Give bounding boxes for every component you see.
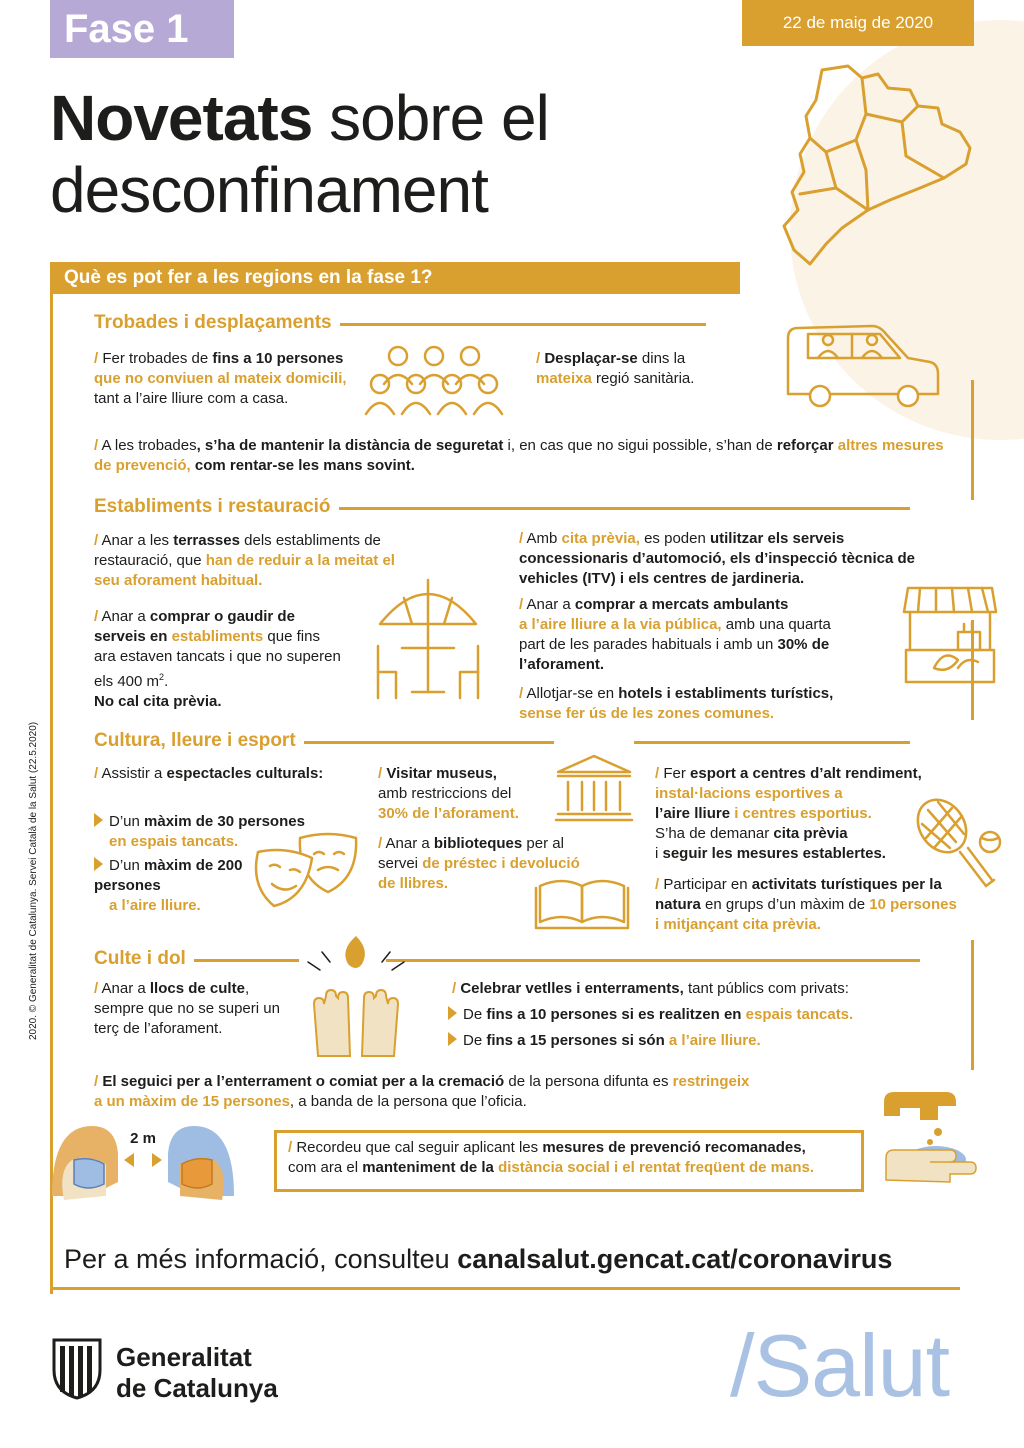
- date-badge: [742, 0, 974, 46]
- phase-label: Fase 1: [64, 7, 189, 51]
- phase-badge: [50, 0, 234, 58]
- item-cultura-1: / Assistir a espectacles culturals:: [94, 765, 324, 782]
- item-establiments-2: / Anar a comprar o gaudir de serveis en establiments que fins ara estaven tancats i que no superen els 400 $m^2$. No cal cita prèvia.: [94, 608, 341, 710]
- side-credit: [28, 650, 39, 1040]
- item-cultura-1-bullet-2: D’un màxim de 200 persones a l’aire lliure.: [94, 857, 243, 914]
- item-cultura-2: / Visitar museus, amb restriccions del 30% de l’aforament.: [378, 765, 519, 822]
- theater-masks-icon: [252, 828, 362, 918]
- masked-person-icon: [44, 1122, 122, 1202]
- car-icon: [780, 318, 945, 408]
- section-title: Establiments i restauració: [94, 496, 339, 518]
- item-culte-2: / Celebrar vetlles i enterraments, tant públics com privats:: [452, 980, 849, 997]
- subtitle: Què es pot fer a les regions en la fase 1?: [64, 267, 433, 288]
- item-cultura-4: / Fer esport a centres d’alt rendiment, instal·lacions esportives a l’aire lliure i centres esportius. S’ha de demanar cita prèvia i seguir les mesures establertes.: [655, 765, 922, 862]
- distance-indicator: [120, 1130, 166, 1167]
- section-title: Cultura, lleure i esport: [94, 730, 304, 752]
- item-culte-2-bullet-1: De fins a 10 persones si es realitzen en espais tancats.: [448, 1005, 948, 1025]
- item-cultura-1-bullet-1: D’un màxim de 30 persones en espais tancats.: [94, 812, 344, 852]
- generalitat-name: [116, 1342, 278, 1404]
- item-establiments-1: / Anar a les terrasses dels establiments de restauració, que han de reduir a la meitat el seu aforament habitual.: [94, 532, 395, 589]
- title-rest: sobre el: [312, 82, 549, 154]
- item-establiments-4: / Anar a comprar a mercats ambulants a l’aire lliure a la via pública, amb una quarta part de les parades habituals i amb un 30% de l’aforament.: [519, 596, 831, 673]
- more-info-text: Per a més informació, consulteu: [64, 1244, 458, 1274]
- museum-icon: [554, 752, 634, 824]
- section-title: Trobades i desplaçaments: [94, 312, 340, 334]
- section-establiments: [94, 496, 910, 522]
- item-trobades-1: / Fer trobades de fins a 10 persones que no conviuen al mateix domicili, tant a l’aire lliure com a casa.: [94, 350, 347, 407]
- group-people-icon: [362, 344, 512, 420]
- catalonia-map-icon: [770, 60, 1000, 275]
- subtitle-bar: [50, 262, 740, 294]
- item-culte-3: / El seguici per a l’enterrament o comiat per a la cremació de la persona difunta es restringeix a un màxim de 15 persones, a banda de la persona que l’oficia.: [94, 1073, 750, 1110]
- frame-right: [971, 380, 974, 500]
- side-credit-text: 2020. © Generalitat de Catalunya. Servei Català de la Salut (22.5.2020): [28, 721, 39, 1040]
- item-establiments-3: / Amb cita prèvia, es poden utilitzar els serveis concessionaris d’automoció, els d’inspecció tècnica de vehicles (ITV) i els centres de jardineria.: [519, 530, 915, 587]
- item-cultura-3: / Anar a biblioteques per al servei de préstec i devolució de llibres.: [378, 835, 580, 892]
- more-info-url[interactable]: canalsalut.gencat.cat/coronavirus: [457, 1244, 893, 1274]
- generalitat-logo-icon: [50, 1336, 104, 1402]
- page-title: [50, 82, 549, 226]
- section-culte: [94, 948, 299, 974]
- title-bold: Novetats: [50, 82, 313, 154]
- item-trobades-3: / A les trobades, s’ha de mantenir la distància de seguretat i, en cas que no sigui possible, s’han de reforçar altres mesures de prevenció, com rentar-se les mans sovint.: [94, 437, 944, 474]
- salut-brand: /Salut: [730, 1316, 950, 1415]
- market-stall-icon: [902, 584, 998, 686]
- footer-divider: [50, 1287, 960, 1290]
- item-culte-1: / Anar a llocs de culte, sempre que no se superi un terç de l’aforament.: [94, 980, 280, 1037]
- item-cultura-5: / Participar en activitats turístiques per la natura en grups d’un màxim de 10 persones i mitjançant cita prèvia.: [655, 876, 957, 933]
- handwashing-icon: [880, 1084, 990, 1194]
- culte-line-right: [386, 959, 920, 962]
- frame-right: [971, 940, 974, 1070]
- distance-label: 2 m: [130, 1130, 156, 1147]
- section-title: Culte i dol: [94, 948, 194, 970]
- title-line2: desconfinament: [50, 154, 488, 226]
- book-icon: [534, 876, 630, 932]
- item-establiments-5: / Allotjar-se en hotels i establiments turístics, sense fer ús de les zones comunes.: [519, 685, 834, 722]
- org-line-1: Generalitat: [116, 1342, 252, 1372]
- item-culte-2-bullet-2: De fins a 15 persones si són a l’aire lliure.: [448, 1031, 948, 1051]
- praying-hands-flame-icon: [300, 932, 412, 1064]
- section-cultura: [94, 730, 554, 756]
- reminder-text: / Recordeu que cal seguir aplicant les mesures de prevenció recomanades, com ara el manteniment de la distància social i el rentat freqüent de mans.: [288, 1139, 815, 1176]
- more-info-line: [64, 1244, 892, 1275]
- section-trobades: [94, 312, 706, 338]
- item-trobades-2: / Desplaçar-se dins la mateixa regió sanitària.: [536, 350, 695, 387]
- terrace-table-icon: [372, 576, 484, 706]
- cultura-line-right: [634, 741, 910, 744]
- org-line-2: de Catalunya: [116, 1373, 278, 1403]
- masked-person-icon: [164, 1122, 242, 1202]
- date-label: 22 de maig de 2020: [782, 13, 934, 32]
